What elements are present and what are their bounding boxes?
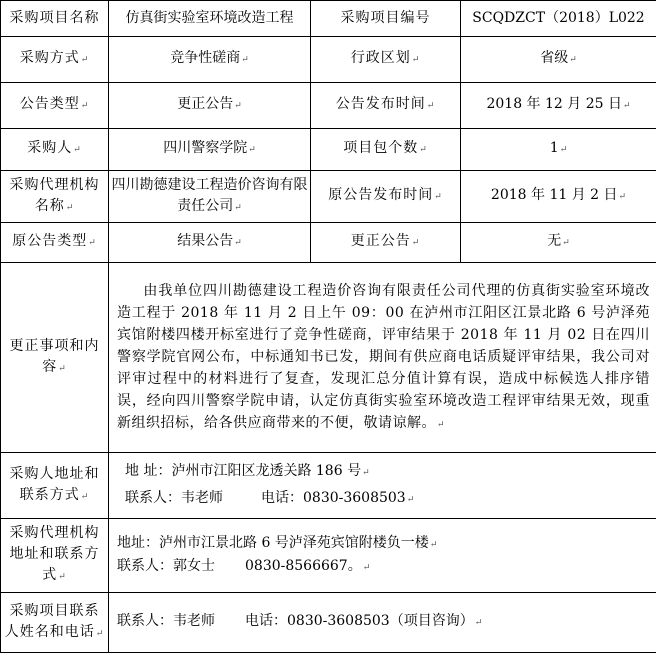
- value-project-name: 仿真街实验室环境改造工程: [109, 1, 311, 37]
- paragraph-mark: ↵: [411, 55, 421, 65]
- paragraph-mark: ↵: [559, 145, 568, 155]
- paragraph-mark: ↵: [234, 202, 242, 213]
- buyer-phone: 电话：0830-3608503: [261, 489, 406, 506]
- label-purchaser: 采购人↵: [1, 129, 109, 171]
- row-project-name: [1, 1, 656, 37]
- paragraph-mark: ↵: [234, 238, 242, 248]
- row-project-contact: [1, 593, 656, 653]
- value-original-publish-time: 2018 年 11 月 2 日↵: [461, 171, 656, 223]
- correction-content-text: 由我单位四川勘德建设工程造价咨询有限责任公司代理的仿真街实验室环境改造工程于 2018 年 11 月 2 日上午 09：00 在泸州市江阳区江景北路 6 号泸泽苑宾馆附楼四楼开标室进行了竞争性磋商，评审结果于 2018 年 11 月 02 日在四川警察学院官网公布，中标通知书已发，期间有供应商电话质疑评审结果，我公司对评审过程中的材料进行了复查，发现汇总分值计算有误，造成中标候选人排序错误，经向四川警察学院申请，认定仿真街实验室环境改造工程评审结果无效，现重新组织招标，给各供应商带来的不便，敬请谅解。↵: [109, 263, 656, 453]
- label-notice-type: 公告类型↵: [1, 83, 109, 129]
- paragraph-mark: ↵: [419, 145, 428, 155]
- paragraph-mark: ↵: [241, 55, 249, 65]
- paragraph-mark: ↵: [618, 192, 627, 202]
- row-agency: [1, 171, 656, 223]
- agency-phone: 0830-8566667。: [245, 557, 362, 574]
- label-original-notice-type: 原公告类型↵: [1, 223, 109, 263]
- buyer-contact-info: [109, 453, 656, 519]
- paragraph-mark: ↵: [406, 494, 415, 505]
- value-notice-type: 更正公告↵: [109, 83, 311, 129]
- label-original-publish-time: 原公告发布时间↵: [311, 171, 461, 223]
- label-procurement-method: 采购方式↵: [1, 37, 109, 83]
- paragraph-mark: ↵: [562, 238, 570, 248]
- value-original-notice-type: 结果公告↵: [109, 223, 311, 263]
- paragraph-mark: ↵: [234, 101, 242, 111]
- label-project-number: 采购项目编号: [311, 1, 461, 37]
- paragraph-mark: ↵: [80, 55, 90, 65]
- project-contact-person: 联系人：韦老师: [117, 613, 215, 629]
- paragraph-mark: ↵: [80, 101, 90, 111]
- agency-contact-info: [109, 519, 656, 593]
- paragraph-mark: ↵: [362, 562, 371, 573]
- label-package-count: 项目包个数↵: [311, 129, 461, 171]
- label-buyer-contact: 采购人地址和联系方式↵: [1, 453, 109, 519]
- label-region: 行政区划↵: [311, 37, 461, 83]
- paragraph-mark: ↵: [437, 419, 446, 430]
- buyer-contact-person: 联系人：韦老师: [125, 489, 223, 506]
- paragraph-mark: ↵: [65, 202, 75, 213]
- buyer-address: 地 址：泸州市江阳区龙透关路 186 号: [125, 462, 362, 479]
- label-correction-notice: 更正公告↵: [311, 223, 461, 263]
- row-correction-content: [1, 263, 656, 453]
- label-publish-time: 公告发布时间↵: [311, 83, 461, 129]
- value-agency-name: 四川勘德建设工程造价咨询有限责任公司↵: [109, 171, 311, 223]
- row-buyer-contact: [1, 453, 656, 519]
- paragraph-mark: ↵: [73, 145, 82, 155]
- label-agency-contact: 采购代理机构地址和联系方式↵: [1, 519, 109, 593]
- project-phone: 电话：0830-3608503（项目咨询）: [245, 613, 474, 629]
- row-purchaser: [1, 129, 656, 171]
- paragraph-mark: ↵: [474, 618, 483, 628]
- row-agency-contact: [1, 519, 656, 593]
- paragraph-mark: ↵: [429, 539, 438, 550]
- agency-contact-person: 联系人：郭女士: [117, 557, 215, 574]
- agency-address: 地址：泸州市江景北路 6 号泸泽苑宾馆附楼负一楼: [117, 534, 429, 551]
- value-correction-notice: 无↵: [461, 223, 656, 263]
- row-original-notice-type: [1, 223, 656, 263]
- label-project-name: 采购项目名称: [1, 1, 109, 37]
- project-contact-info: [109, 593, 656, 653]
- label-project-contact: 采购项目联系人姓名和电话↵: [1, 593, 109, 653]
- paragraph-mark: ↵: [248, 145, 256, 155]
- paragraph-mark: ↵: [434, 192, 443, 202]
- value-publish-time: 2018 年 12 月 25 日↵: [461, 83, 656, 129]
- paragraph-mark: ↵: [426, 101, 436, 111]
- value-purchaser: 四川警察学院↵: [109, 129, 311, 171]
- row-procurement-method: [1, 37, 656, 83]
- value-project-number: SCQDZCT（2018）L022: [461, 1, 656, 37]
- paragraph-mark: ↵: [88, 238, 97, 248]
- value-procurement-method: 竞争性磋商↵: [109, 37, 311, 83]
- value-region: 省级↵: [461, 37, 656, 83]
- paragraph-mark: ↵: [95, 628, 105, 639]
- paragraph-mark: ↵: [362, 467, 370, 478]
- value-package-count: 1↵: [461, 129, 656, 171]
- paragraph-mark: ↵: [411, 238, 421, 248]
- label-agency-name: 采购代理机构名称↵: [1, 171, 109, 223]
- paragraph-mark: ↵: [622, 101, 631, 111]
- paragraph-mark: ↵: [80, 491, 90, 502]
- paragraph-mark: ↵: [58, 572, 67, 582]
- label-correction-content: 更正事项和内容↵: [1, 263, 109, 453]
- paragraph-mark: ↵: [58, 363, 67, 374]
- paragraph-mark: ↵: [569, 55, 577, 65]
- row-notice-type: [1, 83, 656, 129]
